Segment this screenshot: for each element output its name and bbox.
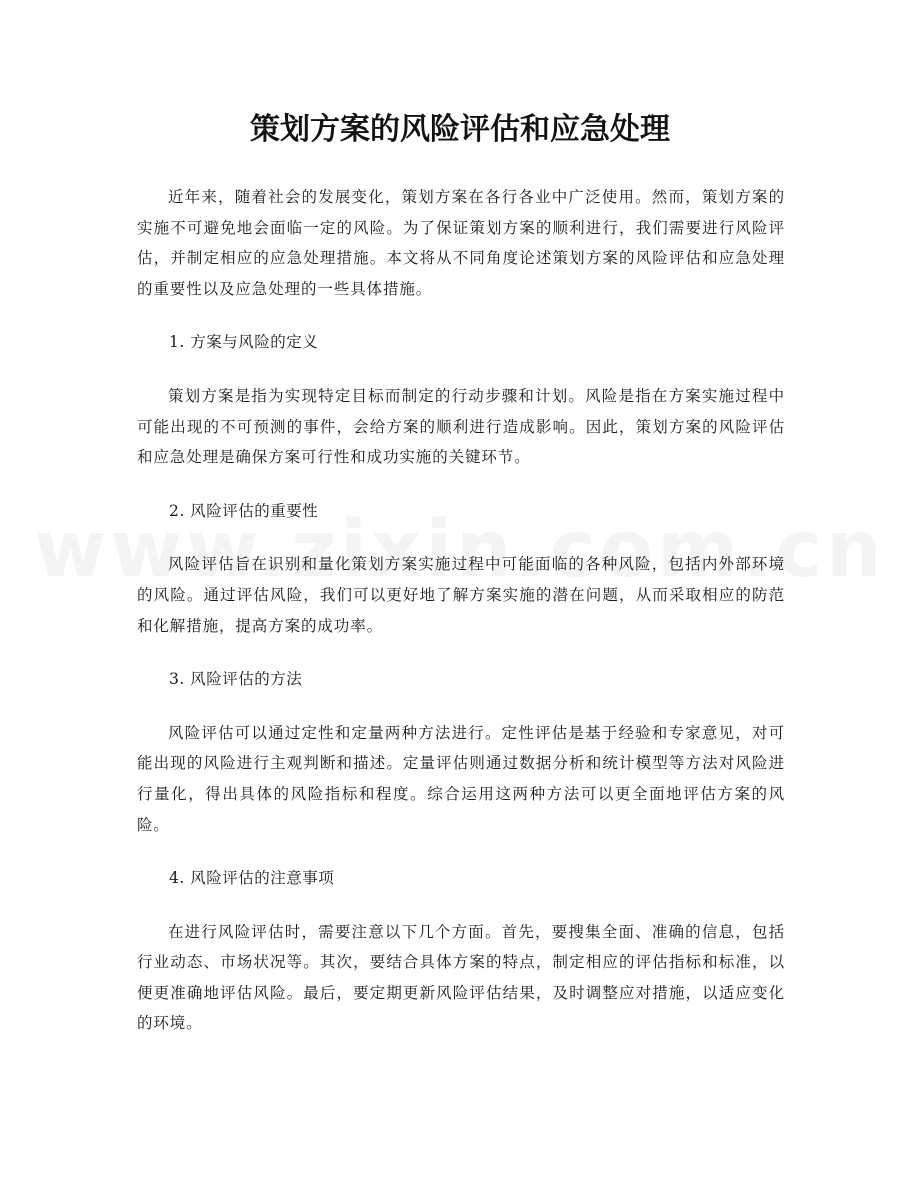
section-heading-2: 2. 风险评估的重要性 — [169, 501, 319, 520]
document-title: 策划方案的风险评估和应急处理 — [250, 112, 670, 147]
section-paragraph-1: 策划方案是指为实现特定目标而制定的行动步骤和计划。风险是指在方案实施过程中可能出现的不可预测的事件，会给方案的顺利进行造成影响。因此，策划方案的风险评估和应急处理是确保方案可行性和成功实施的关键环节。 — [137, 386, 785, 467]
section-paragraph-3: 风险评估可以通过定性和定量两种方法进行。定性评估是基于经验和专家意见，对可能出现的风险进行主观判断和描述。定量评估则通过数据分析和统计模型等方法对风险进行量化，得出具体的风险指标和程度。综合运用这两种方法可以更全面地评估方案的风险。 — [137, 723, 785, 834]
document-body — [137, 182, 785, 1039]
section-paragraph-2: 风险评估旨在识别和量化策划方案实施过程中可能面临的各种风险，包括内外部环境的风险。通过评估风险，我们可以更好地了解方案实施的潜在问题，从而采取相应的防范和化解措施，提高方案的成功率。 — [137, 555, 785, 635]
section-heading-3: 3. 风险评估的方法 — [169, 670, 303, 689]
section-paragraph-4: 在进行风险评估时，需要注意以下几个方面。首先，要搜集全面、准确的信息，包括行业动态、市场状况等。其次，要结合具体方案的特点，制定相应的评估指标和标准，以便更准确地评估风险。最后，要定期更新风险评估结果，及时调整应对措施，以适应变化的环境。 — [137, 922, 785, 1033]
section-heading-1: 1. 方案与风险的定义 — [169, 333, 319, 352]
intro-paragraph: 近年来，随着社会的发展变化，策划方案在各行各业中广泛使用。然而，策划方案的实施不可避免地会面临一定的风险。为了保证策划方案的顺利进行，我们需要进行风险评估，并制定相应的应急处理措施。本文将从不同角度论述策划方案的风险评估和应急处理的重要性以及应急处理的一些具体措施。 — [137, 188, 785, 298]
section-heading-4: 4. 风险评估的注意事项 — [169, 869, 335, 888]
